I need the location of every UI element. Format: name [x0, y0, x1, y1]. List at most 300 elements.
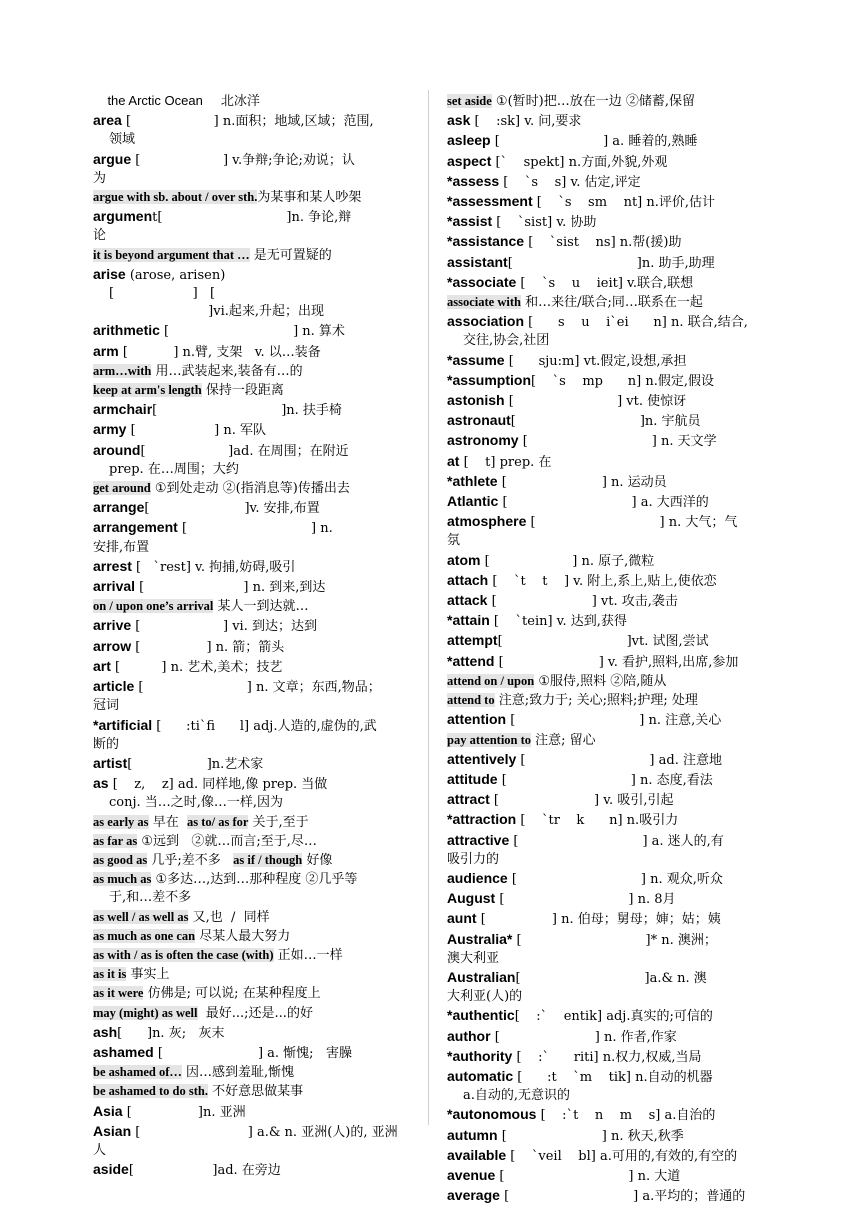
dictionary-entry [447, 889, 772, 909]
phrase-highlight: attend on / upon [447, 673, 535, 688]
headword: art [93, 657, 111, 674]
headword: *authority [447, 1047, 513, 1064]
entry-wrap [93, 1142, 413, 1160]
entry-definition: [ ] n. 大道 [495, 1168, 681, 1184]
dictionary-entry [447, 790, 772, 810]
headword: Australian [447, 968, 516, 985]
headword: *autonomous [447, 1106, 537, 1123]
entry-wrap [93, 227, 413, 245]
dictionary-entry [447, 810, 772, 830]
dictionary-entry [447, 930, 772, 950]
entry-wrap [93, 697, 413, 715]
headword: automatic [447, 1067, 514, 1084]
phrase-entry [93, 984, 413, 1003]
wrap-text: 人 [93, 1142, 107, 1158]
phrase-entry [93, 965, 413, 984]
wrap-text: 为 [93, 170, 107, 186]
dictionary-entry [447, 192, 772, 212]
phrase-meaning: 关于,至于 [248, 814, 309, 830]
entry-definition: [ ] n. 算术 [159, 324, 345, 340]
phrase-meaning: 注意; 留心 [531, 732, 596, 748]
entry-definition: [ `s mp n] n.假定,假设 [531, 373, 714, 389]
phrase-entry [447, 92, 772, 111]
entry-definition: [ `s u ieit] v.联合,联想 [516, 275, 694, 291]
entry-definition: [ ] v. 看护,照料,出席,参加 [494, 654, 739, 670]
entry-continuation [93, 303, 413, 321]
entry-definition: [ ] n. 运动员 [497, 474, 667, 490]
dictionary-entry [447, 452, 772, 472]
headword: attach [447, 571, 489, 588]
phrase-entry [447, 731, 772, 750]
dictionary-entry [93, 637, 413, 657]
headword: aspect [447, 152, 492, 169]
headword: astonish [447, 392, 505, 409]
dictionary-entry [93, 342, 413, 362]
wrap-text: 断的 [93, 736, 120, 752]
headword: as [93, 775, 109, 792]
entry-definition: [ ] n. 8月 [495, 892, 676, 908]
headword: *authentic [447, 1007, 515, 1024]
entry-definition: [ ] a.平均的；普通的 [499, 1189, 746, 1205]
divider-line [428, 90, 429, 1125]
entry-definition: [ :ti`fi l] adj.人造的,虚伪的,武 [152, 718, 377, 734]
phrase-entry [447, 672, 772, 691]
phrase-entry [93, 246, 413, 265]
headword: atom [447, 551, 481, 568]
headword: Atlantic [447, 493, 499, 510]
entry-definition: [ s u i`ei n] n. 联合,结合, [524, 315, 748, 331]
headword: attention [447, 711, 507, 728]
headword: arise [93, 265, 126, 282]
dictionary-entry [447, 710, 772, 730]
phrase-highlight: as to/ as for [186, 814, 249, 829]
entry-definition: [ :t `m tik] n.自动的机器 [513, 1069, 713, 1085]
continuation-text: prep. 在…周围；大约 [109, 461, 239, 477]
dictionary-entry [93, 1160, 413, 1180]
phrase-highlight: as well / as well as [93, 909, 189, 924]
phrase-entry [93, 1082, 413, 1101]
entry-definition: [ ] n. 伯母；舅母；婶；姑；姨 [476, 912, 721, 928]
headword: astronomy [447, 432, 519, 449]
headword: Australia* [447, 930, 513, 947]
headword: average [447, 1187, 500, 1204]
dictionary-entry [447, 172, 772, 192]
phrase-entry [93, 946, 413, 965]
dictionary-entry [447, 1027, 772, 1047]
phrase-highlight: argue with sb. about / over sth. [93, 190, 258, 205]
entry-continuation [93, 889, 413, 907]
continuation-text: a.自动的,无意识的 [463, 1088, 571, 1104]
entry-definition: [ ] vi. 到达；达到 [131, 619, 317, 635]
phrase-highlight: associate with [447, 295, 521, 310]
wrap-text: 大利亚(人)的 [447, 989, 523, 1005]
headword: association [447, 313, 525, 330]
phrase-highlight: may (might) as well [93, 1005, 198, 1020]
entry-continuation [93, 461, 413, 479]
entry-definition: [ `rest] v. 拘捕,妨碍,吸引 [131, 559, 296, 575]
dictionary-entry [93, 677, 413, 697]
entry-definition: [ `t t ] v. 附上,系上,贴上,使依恋 [488, 573, 717, 589]
headword: August [447, 890, 496, 907]
entry-definition: [ ] vt. 攻击,袭击 [487, 594, 678, 610]
headword: *assist [447, 213, 493, 230]
dictionary-entry [93, 557, 413, 577]
dictionary-entry [447, 571, 772, 591]
entry-definition: [ ] n. 原子,微粒 [480, 553, 655, 569]
entry-definition: [ ] n. 秋天,秋季 [497, 1128, 684, 1144]
phrase-meaning: ①多达…,达到…那种程度 ②几乎等 [151, 872, 358, 888]
wrap-text: 冠词 [93, 698, 120, 714]
entry-definition: [ sju:m] vt.假定,设想,承担 [504, 353, 687, 369]
dictionary-entry [447, 371, 772, 391]
headword: article [93, 678, 135, 695]
headword: avenue [447, 1166, 496, 1183]
phrase-entry [93, 1004, 413, 1023]
phrase-meaning: 又,也 / 同样 [188, 909, 270, 925]
phrase-meaning: 因…感到羞耻,惭愧 [181, 1065, 295, 1081]
phrase-meaning: 保持一段距离 [201, 383, 284, 399]
continuation-text: the Arctic Ocean 北冰洋 [93, 93, 260, 108]
entry-continuation [447, 332, 772, 350]
phrase-highlight: arm…with [93, 363, 152, 378]
entry-definition: [` spekt] n.方面,外貌,外观 [491, 154, 668, 170]
continuation-text: 于,和…差不多 [109, 890, 192, 906]
headword: *artificial [93, 716, 153, 733]
entry-definition: [ ] ad. 注意地 [516, 752, 722, 768]
continuation-text: conj. 当…之时,像…一样,因为 [109, 795, 284, 811]
headword: arithmetic [93, 322, 160, 339]
phrase-entry [93, 813, 413, 832]
entry-definition: [ ] n. 文章；东西,物品； [134, 680, 381, 696]
phrase-highlight: be ashamed of… [93, 1065, 182, 1080]
entry-wrap [93, 539, 413, 557]
headword: arrive [93, 617, 132, 634]
dictionary-entry [93, 321, 413, 341]
wrap-text: 氛 [447, 533, 461, 549]
headword: attack [447, 592, 488, 609]
headword: armchair [93, 401, 153, 418]
phrase-highlight: as far as [93, 833, 138, 848]
dictionary-entry [93, 774, 413, 794]
phrase-meaning: 尽某人最大努力 [195, 928, 291, 944]
phrase-entry [93, 597, 413, 616]
dictionary-entry [93, 498, 413, 518]
dictionary-entry [447, 131, 772, 151]
entry-definition: [ ] a.& n. 亚洲(人)的, 亚洲 [131, 1124, 398, 1140]
right-column [447, 92, 772, 1206]
headword: artist [93, 754, 128, 771]
entry-wrap [447, 950, 772, 968]
entry-definition: [ ] n.臂, 支架 v. 以…装备 [118, 344, 321, 360]
headword: army [93, 421, 127, 438]
headword: *athlete [447, 472, 498, 489]
phrase-meaning: ①到处走动 ②(指消息等)传播出去 [150, 481, 350, 497]
headword: arrange [93, 499, 145, 516]
phrase-entry [447, 691, 772, 710]
phrase-entry [93, 927, 413, 946]
entry-definition: t[ ]n. 争论,辩 [152, 210, 352, 226]
dictionary-entry [447, 512, 772, 532]
entry-definition: (arose, arisen) [125, 267, 226, 283]
dictionary-entry [447, 391, 772, 411]
dictionary-entry [447, 472, 772, 492]
phrase-meaning: 用…武装起来,装备有…的 [151, 363, 303, 379]
headword: aunt [447, 910, 477, 927]
headword: *attend [447, 652, 495, 669]
entry-definition: [ ] a. 睡着的,熟睡 [490, 134, 698, 150]
entry-definition: [ ]n. 助手,助理 [507, 255, 715, 271]
dictionary-entry [447, 968, 772, 988]
dictionary-entry [447, 750, 772, 770]
headword: Asian [93, 1122, 132, 1139]
headword: attempt [447, 632, 498, 649]
continuation-text: [ ] [ [109, 286, 216, 302]
headword: Asia [93, 1102, 123, 1119]
phrase-highlight: it is beyond argument that … [93, 247, 250, 262]
phrase-highlight: attend to [447, 693, 495, 708]
dictionary-entry [93, 1102, 413, 1122]
entry-definition: [ `veil bl] a.可用的,有效的,有空的 [506, 1148, 738, 1164]
dictionary-entry [93, 518, 413, 538]
headword: at [447, 452, 460, 469]
entry-definition: [ :` entik] adj.真实的;可信的 [514, 1009, 713, 1025]
entry-wrap [93, 170, 413, 188]
dictionary-entry [447, 831, 772, 851]
phrase-highlight: as early as [93, 814, 149, 829]
phrase-highlight: set aside [447, 94, 492, 108]
dictionary-entry [447, 232, 772, 252]
phrase-meaning: ①远到 ②就…而言;至于,尽… [137, 833, 317, 849]
phrase-meaning: 和…来往/联合;同…联系在一起 [520, 295, 703, 311]
dictionary-entry [447, 152, 772, 172]
headword: astronaut [447, 412, 511, 429]
phrase-entry [93, 832, 413, 851]
phrase-highlight: keep at arm's length [93, 383, 202, 398]
entry-definition: [ :`t n m s] a.自治的 [536, 1108, 716, 1124]
entry-definition: [ ] n. 箭；箭头 [131, 639, 285, 655]
entry-definition: [ ] n. 艺术,美术；技艺 [110, 659, 283, 675]
dictionary-entry [447, 1126, 772, 1146]
dictionary-entry [447, 770, 772, 790]
phrase-meaning: 不好意思做某事 [207, 1084, 304, 1100]
entry-definition: [ ]vt. 试图,尝试 [497, 634, 709, 650]
phrase-meaning: 正如…一样 [273, 947, 343, 963]
phrase-meaning: 好像 [302, 852, 333, 868]
dictionary-entry [447, 611, 772, 631]
entry-definition: [ ] v. 吸引,引起 [489, 793, 674, 809]
entry-continuation [93, 92, 413, 111]
headword: *assessment [447, 193, 533, 210]
dictionary-entry [447, 431, 772, 451]
dictionary-entry [93, 577, 413, 597]
dictionary-entry [93, 616, 413, 636]
entry-definition: [ `sist] v. 协助 [492, 215, 597, 231]
phrase-highlight: as it is [93, 967, 127, 982]
entry-definition: [ ] n. 到来,到达 [135, 580, 326, 596]
entry-definition: [ ]n. 宇航员 [510, 414, 701, 430]
entry-definition: [ ] a. 迷人的,有 [509, 833, 724, 849]
dictionary-entry [447, 351, 772, 371]
entry-definition: [ ]a.& n. 澳 [515, 970, 707, 986]
phrase-entry [93, 381, 413, 400]
dictionary-entry [447, 869, 772, 889]
entry-definition: [ ] a. 大西洋的 [498, 495, 709, 511]
entry-definition: [ ] n. 天文学 [518, 434, 717, 450]
headword: attract [447, 791, 490, 808]
phrase-meaning: 注意;致力于; 关心;照料;护理; 处理 [494, 693, 698, 709]
entry-definition: [ t] prep. 在 [459, 454, 552, 470]
wrap-text: 吸引力的 [447, 851, 500, 867]
entry-definition: [ ]n. 扶手椅 [152, 403, 342, 419]
entry-definition: [ ] n.面积；地域,区域；范围, [121, 114, 374, 130]
entry-definition: [ ]n. 亚洲 [122, 1104, 246, 1120]
dictionary-entry [447, 591, 772, 611]
headword: assistant [447, 253, 508, 270]
phrase-highlight: as with / as is often the case (with) [93, 947, 274, 962]
headword: autumn [447, 1126, 498, 1143]
phrase-entry [93, 188, 413, 207]
entry-continuation [93, 285, 413, 303]
headword: attentively [447, 750, 517, 767]
headword: attractive [447, 831, 510, 848]
entry-wrap [447, 532, 772, 550]
dictionary-entry [447, 652, 772, 672]
entry-wrap [93, 736, 413, 754]
headword: around [93, 441, 141, 458]
entry-definition: [ ]* n. 澳洲； [512, 932, 717, 948]
dictionary-entry [447, 492, 772, 512]
dictionary-entry [447, 1186, 772, 1206]
entry-definition: [ ] v.争辩;争论;劝说；认 [131, 152, 355, 168]
dictionary-entry [447, 1166, 772, 1186]
headword: audience [447, 869, 508, 886]
headword: argue [93, 150, 132, 167]
phrase-meaning: 早在 [148, 814, 187, 830]
dictionary-entry [93, 1122, 413, 1142]
phrase-meaning: 某人一到达就… [213, 599, 309, 615]
phrase-highlight: on / upon one’s arrival [93, 599, 214, 614]
phrase-highlight: as it were [93, 986, 144, 1001]
headword: *assess [447, 172, 500, 189]
dictionary-entry [447, 551, 772, 571]
dictionary-entry [447, 909, 772, 929]
entry-definition: [ ] n. 大气；气 [526, 515, 738, 531]
headword: arrival [93, 578, 136, 595]
dictionary-entry [447, 631, 772, 651]
headword: *attain [447, 612, 490, 629]
entry-definition: [ `s sm nt] n.评价,估计 [532, 195, 716, 211]
entry-definition: [ ] n. 军队 [126, 423, 267, 439]
entry-definition: [ :sk] v. 问,要求 [470, 114, 582, 130]
dictionary-entry [93, 657, 413, 677]
phrase-entry [447, 293, 772, 312]
entry-continuation [447, 1087, 772, 1105]
phrase-meaning: 几乎;差不多 [147, 852, 234, 868]
dictionary-entry [93, 716, 413, 736]
dictionary-entry [93, 207, 413, 227]
dictionary-entry [447, 111, 772, 131]
phrase-entry [93, 479, 413, 498]
dictionary-entry [93, 754, 413, 774]
left-column [93, 92, 413, 1180]
headword: ashamed [93, 1043, 154, 1060]
phrase-entry [93, 851, 413, 870]
headword: author [447, 1027, 491, 1044]
phrase-meaning: 最好...;还是...的好 [197, 1005, 313, 1021]
entry-definition: [ ] vt. 使惊讶 [504, 394, 687, 410]
phrase-meaning: ①服侍,照料 ②陪,随从 [534, 673, 667, 689]
dictionary-entry [447, 411, 772, 431]
dictionary-entry [447, 273, 772, 293]
entry-definition: [ ]n.艺术家 [127, 756, 264, 772]
continuation-text: ]vi.起来,升起；出现 [109, 304, 325, 320]
entry-definition: [ `tr k n] n.吸引力 [516, 813, 679, 829]
phrase-meaning: 事实上 [126, 967, 170, 983]
entry-definition: [ `tein] v. 达到,获得 [489, 614, 627, 630]
dictionary-entry [93, 400, 413, 420]
entry-definition: [ ]n. 灰; 灰末 [117, 1025, 225, 1041]
headword: area [93, 112, 122, 129]
phrase-highlight: pay attention to [447, 732, 532, 747]
entry-definition: [ ]ad. 在周围；在附近 [140, 443, 349, 459]
headword: arrangement [93, 519, 178, 536]
phrase-highlight: as if / though [233, 852, 303, 867]
headword: aside [93, 1161, 129, 1178]
headword: arm [93, 342, 119, 359]
entry-definition: [ ] a. 惭愧; 害臊 [153, 1045, 352, 1061]
entry-continuation [93, 131, 413, 149]
headword: attitude [447, 770, 498, 787]
dictionary-entry [93, 1043, 413, 1063]
entry-wrap [447, 851, 772, 869]
phrase-entry [93, 908, 413, 927]
dictionary-entry [93, 111, 413, 131]
wrap-text: 澳大利亚 [447, 950, 500, 966]
continuation-text: 交往,协会,社团 [463, 333, 550, 349]
headword: arrow [93, 637, 132, 654]
dictionary-entry [447, 212, 772, 232]
headword: available [447, 1146, 507, 1163]
headword: *associate [447, 273, 517, 290]
entry-definition: [ ]ad. 在旁边 [128, 1163, 281, 1179]
dictionary-entry [447, 1047, 772, 1067]
wrap-text: 论 [93, 228, 107, 244]
headword: *assistance [447, 233, 525, 250]
entry-definition: [ `sist ns] n.帮(援)助 [524, 235, 682, 251]
dictionary-entry [93, 265, 413, 285]
phrase-meaning: 是无可置疑的 [249, 247, 332, 263]
entry-definition: [ ] n. 作者,作家 [490, 1029, 677, 1045]
entry-definition: [ :` riti] n.权力,权威,当局 [512, 1049, 702, 1065]
dictionary-entry [447, 1105, 772, 1125]
phrase-meaning: 仿佛是; 可以说; 在某种程度上 [143, 986, 321, 1002]
headword: ask [447, 112, 471, 129]
headword: ash [93, 1023, 118, 1040]
phrase-highlight: as good as [93, 852, 148, 867]
entry-definition: [ ]v. 安排,布置 [144, 501, 320, 517]
phrase-highlight: as much as [93, 872, 152, 887]
dictionary-entry [447, 1146, 772, 1166]
headword: *assume [447, 351, 505, 368]
entry-continuation [93, 794, 413, 812]
entry-definition: [ ] n. 注意,关心 [506, 713, 722, 729]
phrase-meaning: ①(暂时)把…放在一边 ②储蓄,保留 [491, 94, 695, 109]
headword: arrest [93, 557, 132, 574]
entry-wrap [447, 988, 772, 1006]
entry-definition: [ `s s] v. 估定,评定 [499, 174, 641, 190]
dictionary-entry [447, 253, 772, 273]
dictionary-entry [93, 1023, 413, 1043]
